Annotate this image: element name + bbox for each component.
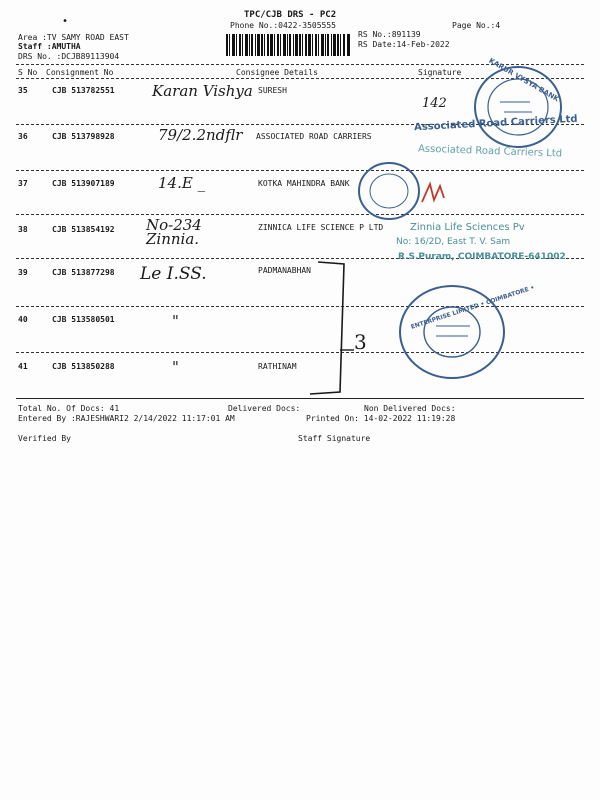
non-delivered-docs: Non Delivered Docs: — [364, 404, 456, 413]
row-consignment: CJB 513850288 — [52, 362, 115, 371]
row-consignment: CJB 513907189 — [52, 179, 115, 188]
row-consignment: CJB 513877298 — [52, 268, 115, 277]
row-sno: 37 — [18, 179, 28, 188]
enterprise-stamp-ring: ENTERPRISE LIMITED • COIMBATORE • — [410, 284, 536, 331]
bracket-note: 3 — [354, 330, 367, 354]
row-consignee: SURESH — [258, 86, 287, 95]
row-divider — [16, 214, 584, 215]
karur-stamp-ring: KARUR VYSYA BANK — [487, 56, 561, 104]
col-consignee: Consignee Details — [236, 68, 318, 77]
zinnia-stamp-line3: R.S.Puram, COIMBATORE-641002 — [398, 252, 566, 262]
phone-number: Phone No.:0422-3505555 — [230, 21, 336, 30]
row-consignment: CJB 513580501 — [52, 315, 115, 324]
signature-scribble: 142 — [422, 96, 447, 111]
zinnia-stamp-line1: Zinnia Life Sciences Pv — [410, 222, 525, 233]
row-handwriting: " — [172, 312, 179, 330]
page-number: Page No.:4 — [452, 21, 501, 30]
col-signature: Signature — [418, 68, 462, 77]
row-consignment: CJB 513798928 — [52, 132, 115, 141]
row-handwriting: 79/2.2ndflr — [158, 126, 243, 144]
col-sno: S No — [18, 68, 38, 77]
delivered-docs: Delivered Docs: — [228, 404, 301, 413]
row-handwriting: " — [172, 358, 179, 376]
row-consignee: RATHINAM — [258, 362, 297, 371]
row-consignment: CJB 513854192 — [52, 225, 115, 234]
staff-signature: Staff Signature — [298, 434, 371, 443]
row-handwriting: Le I.SS. — [140, 264, 207, 284]
row-sno: 36 — [18, 132, 28, 141]
row-consignee: ASSOCIATED ROAD CARRIERS — [256, 132, 372, 141]
row-handwriting: Karan Vishya — [152, 82, 253, 100]
barcode — [226, 34, 350, 56]
dot-mark: • — [62, 16, 69, 27]
summary-divider — [16, 398, 584, 399]
rs-number: RS No.:891139 — [358, 30, 421, 39]
row-sno: 38 — [18, 225, 28, 234]
bracket-mark — [300, 256, 380, 396]
area-label: Area :TV SAMY ROAD EAST — [18, 33, 129, 42]
drs-number: DRS No. :DCJB89113904 — [18, 52, 120, 61]
row-sno: 41 — [18, 362, 28, 371]
row-consignee: PADMANABHAN — [258, 266, 311, 275]
row-sno: 35 — [18, 86, 28, 95]
row-divider — [16, 170, 584, 171]
printed-on: Printed On: 14-02-2022 11:19:28 — [306, 414, 456, 423]
entered-by: Entered By :RAJESHWARI2 2/14/2022 11:17:01 AM — [18, 414, 235, 423]
row-handwriting: 14.E _ — [158, 174, 206, 192]
bank-stamp-37 — [356, 160, 422, 222]
red-initials — [418, 178, 448, 208]
assoc-stamp-line1: Associated Road Carriers Ltd — [413, 113, 578, 134]
row-consignee: KOTKA MAHINDRA BANK — [258, 179, 350, 188]
rs-date: RS Date:14-Feb-2022 — [358, 40, 450, 49]
verified-by: Verified By — [18, 434, 71, 443]
report-title: TPC/CJB DRS - PC2 — [244, 10, 337, 20]
assoc-stamp-line2: Associated Road Carriers Ltd — [417, 143, 563, 160]
row-sno: 39 — [18, 268, 28, 277]
row-consignee: ZINNICA LIFE SCIENCE P LTD — [258, 223, 384, 232]
row-handwriting: No-234 Zinnia. — [146, 216, 202, 248]
col-consignment: Consignment No — [46, 68, 114, 77]
row-consignment: CJB 513782551 — [52, 86, 115, 95]
zinnia-stamp-line2: No: 16/2D, East T. V. Sam — [396, 237, 511, 247]
row-sno: 40 — [18, 315, 28, 324]
total-docs: Total No. Of Docs: 41 — [18, 404, 120, 413]
staff-label: Staff :AMUTHA — [18, 42, 81, 51]
